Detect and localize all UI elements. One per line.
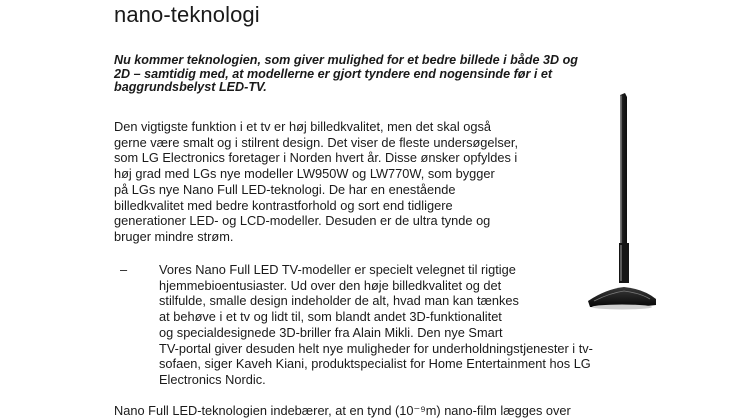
body-paragraph bbox=[114, 119, 518, 245]
tv-stand-neck-highlight bbox=[620, 245, 622, 281]
body-line: høj grad med LGs nye modeller LW950W og LW770W, som bygger bbox=[114, 166, 495, 182]
bullet-line: sofaen, siger Kaveh Kiani, produktspecialist for Home Entertainment hos LG bbox=[159, 356, 591, 372]
body-line: på LGs nye Nano Full LED-teknologi. De har en enestående bbox=[114, 181, 456, 197]
bullet-line: stilfulde, smalle design indeholder de alt, hvad man kan tænkes bbox=[159, 293, 519, 309]
body-line: billedkvalitet med bedre kontrastforhold og sort end tidligere bbox=[114, 197, 453, 213]
tv-side-view-image bbox=[586, 93, 658, 311]
body-line: som LG Electronics foretager i Norden hvert år. Disse ønsker opfyldes i bbox=[114, 150, 518, 166]
lead-line: Nu kommer teknologien, som giver mulighed for et bedre billede i både 3D og bbox=[114, 53, 578, 67]
bullet-line: at behøve i et tv og lidt til, som blandt andet 3D-funktionalitet bbox=[159, 309, 502, 325]
bullet-marker: – bbox=[120, 262, 128, 277]
bullet-line: Vores Nano Full LED TV-modeller er specielt velegnet til rigtige bbox=[159, 262, 516, 277]
body-line: Den vigtigste funktion i et tv er høj billedkvalitet, men det skal også bbox=[114, 119, 491, 134]
body-line: generationer LED- og LCD-modeller. Desuden er de ultra tynde og bbox=[114, 213, 491, 229]
bullet-line: hjemmebioentusiaster. Ud over den høje billedkvalitet og det bbox=[159, 277, 502, 293]
bullet-line: Electronics Nordic. bbox=[159, 371, 266, 387]
lead-paragraph bbox=[114, 54, 644, 95]
body-line: gerne være smalt og i stilrent design. Det viser de fleste undersøgelser, bbox=[114, 134, 519, 150]
bottom-paragraph: Nano Full LED-teknologien indebærer, at en tynd (10⁻⁹m) nano-film lægges over bbox=[114, 403, 571, 418]
lead-line: 2D – samtidig med, at modellerne er gjort tyndere end nogensinde før i et bbox=[114, 66, 553, 81]
bullet-quote-paragraph bbox=[159, 262, 593, 388]
bullet-line: og specialdesignede 3D-briller fra Alain Mikli. Den nye Smart bbox=[159, 324, 503, 340]
page-title: nano-teknologi bbox=[114, 2, 260, 27]
tv-shadow bbox=[592, 305, 652, 310]
lead-line: baggrundsbelyst LED-TV. bbox=[114, 80, 267, 95]
bullet-line: TV-portal giver desuden helt nye muligheder for underholdningstjenester i tv- bbox=[159, 340, 593, 356]
body-line: bruger mindre strøm. bbox=[114, 228, 234, 244]
